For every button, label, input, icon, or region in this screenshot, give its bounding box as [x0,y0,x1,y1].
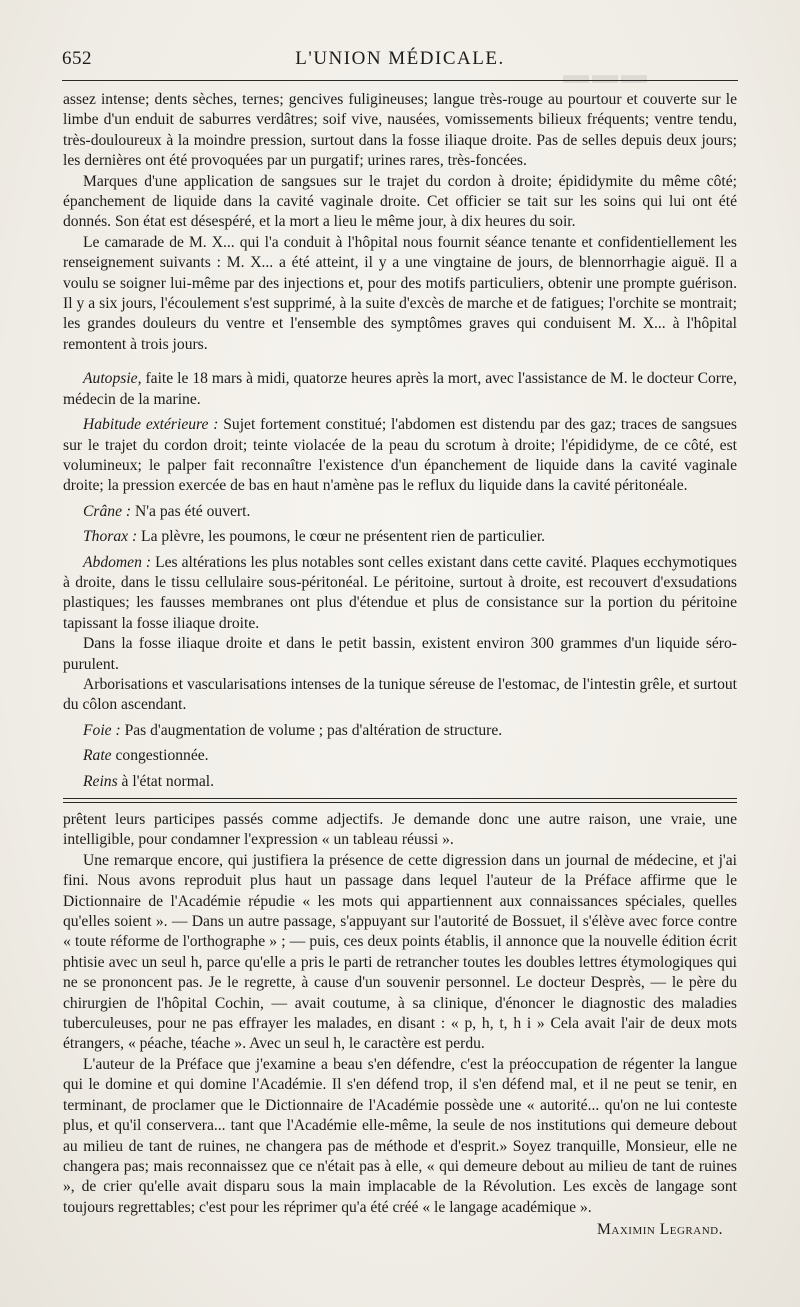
autopsy-lead: Crâne : [83,502,132,520]
autopsy-lead: Abdomen : [83,553,152,571]
case-paragraph: Marques d'une application de sangsues sur le trajet du cordon à droite; épididymite du même côté; épanchement de liquide dans la cavité vaginale droite. Cet officier se tait sur les soins qui lui ont été donnés. Son état est désespéré, et la mort a lieu le même jour, à dix heures du soir. [63,172,737,231]
case-paragraph: Le camarade de M. X... qui l'a conduit à l'hôpital nous fournit séance tenante et confidentiellement les renseignement suivants : M. X... a été atteint, il y a une vingtaine de jours, de blennorrhagie aiguë. Il a voulu se soigner lui-même par des injections et, pour des motifs particuliers, obtenir une prompte guérison. Il y a six jours, l'écoulement s'est supprimé, à la suite d'excès de marche et de fatigues; l'orchite se montrait; les grandes douleurs du ventre et l'ensemble des symptômes graves qui conduisent M. X... à l'hôpital remontent à trois jours. [63,233,737,353]
autopsy-paragraph [63,502,737,522]
autopsy-text: Arborisations et vascularisations intenses de la tunique séreuse de l'estomac, de l'intestin grêle, et surtout du côlon ascendant. [63,675,737,714]
autopsy-lead: Foie : [83,721,121,739]
autopsy-paragraph [63,746,737,766]
feuilleton-divider [63,798,737,803]
autopsy-lead: Autopsie, [83,370,142,388]
autopsy-text: congestionnée. [111,747,209,765]
autopsy-text: Pas d'augmentation de volume ; pas d'altération de structure. [120,721,503,739]
autopsy-text: à l'état normal. [117,772,214,790]
autopsy-text: Les altérations les plus notables sont celles existant dans cette cavité. Plaques ecchymotiques à droite, dans le tissu cellulaire sous-péritonéal. Le péritoine, surtout à droite, est recouvert d'exsudations plastiques; les fausses membranes ont plus d'étendue et plus de consistance sur la portion du péritoine tapissant la fosse iliaque droite. [63,553,737,632]
autopsy-paragraph [63,634,737,675]
autopsy-paragraph [63,527,737,547]
running-title: L'UNION MÉDICALE. [295,48,505,69]
autopsy-paragraph [63,369,737,410]
autopsy-paragraph [63,415,737,497]
autopsy-text: La plèvre, les poumons, le cœur ne présentent rien de particulier. [137,528,546,546]
header-rule [62,80,738,81]
autopsy-lead: Rate [83,747,112,765]
autopsy-text: Dans la fosse iliaque droite et dans le petit bassin, existent environ 300 grammes d'un liquide séro-purulent. [63,635,737,673]
feuilleton-paragraph: prêtent leurs participes passés comme adjectifs. Je demande donc une autre raison, une vraie, une intelligible, pour condamner l'expression « un tableau réussi ». [63,811,737,849]
page-number: 652 [62,48,92,69]
page-header [62,44,738,74]
autopsy-paragraph [63,721,737,741]
autopsy-text: Sujet fortement constitué; l'abdomen est distendu par des gaz; traces de sangsues sur le trajet du cordon droit; teinte violacée de la peau du scrotum à droite; l'épididyme, de ce côté, est volumineux; le palper fait reconnaître l'existence d'un épanchement de liquide dans la cavité vaginale droite; la pression exercée de bas en haut n'amène pas le reflux du liquide dans la cavité péritonéale. [63,416,737,495]
page-content [63,90,737,1241]
autopsy-paragraph [63,675,737,716]
feuilleton-paragraph: L'auteur de la Préface que j'examine a beau s'en défendre, c'est la préoccupation de régenter la langue qui le domine et qui domine l'Académie. Il s'en défend trop, il s'en défend mal, et il ne peut se tenir, en terminant, de proclamer que le Dictionnaire de l'Académie possède une « autorité... qu'on ne lui conteste plus, et qu'il conservera... tant que l'Académie elle-même, la seule de nos institutions qui demeure debout au milieu de tant de ruines, ne changera pas de méthode et d'esprit.» Soyez tranquille, Monsieur, elle ne changera pas; mais reconnaissez que ce n'était pas à elle, « qui demeure debout au milieu de tant de ruines », de crier qu'elle avait disparu sous la main implacable de la Révolution. Les excès de langage sont toujours regrettables; c'est pour les réprimer qu'a été créé « le langage académique ». [63,1055,737,1216]
show-through-decoration: ▬▬▬ [560,60,647,89]
autopsy-lead: Reins [83,772,118,790]
autopsy-lead: Thorax : [83,528,138,546]
autopsy-lead: Habitude extérieure : [83,416,219,434]
autopsy-text: N'a pas été ouvert. [131,502,251,520]
author-signature [63,1220,737,1240]
autopsy-paragraph [63,553,737,635]
feuilleton-paragraph: Une remarque encore, qui justifiera la présence de cette digression dans un journal de médecine, et j'ai fini. Nous avons reproduit plus haut un passage dans lequel l'auteur de la Préface affirme que le Dictionnaire de l'Académie répudie « les mots qui appartiennent aux connaissances spéciales, quelles qu'elles soient ». — Dans un autre passage, s'appuyant sur l'autorité de Bossuet, il s'élève avec force contre « toute réforme de l'orthographe » ; — puis, ces deux points établis, il annonce que la nouvelle édition écrit phtisie avec un seul h, parce qu'elle a pris le parti de retrancher toutes les doubles lettres étymologiques qui ne se prononcent pas. Je le regrette, à cause d'un souvenir personnel. Le docteur Desprès, — le père du chirurgien de l'hôpital Cochin, — avait coutume, à sa clinique, d'énoncer le diagnostic des maladies tuberculeuses, pour ne pas effrayer les malades, en disant : « p, h, t, h i » Cela avait l'air de deux mots étrangers, « péache, téache ». Avec un seul h, le caractère est perdu. [63,851,737,1053]
signature-name: Maximin Legrand. [597,1221,723,1239]
autopsy-paragraph [63,772,737,792]
autopsy-text: faite le 18 mars à midi, quatorze heures après la mort, avec l'assistance de M. le docteur Corre, médecin de la marine. [63,370,737,408]
case-paragraph: assez intense; dents sèches, ternes; gencives fuligineuses; langue très-rouge au pourtour et couverte sur le limbe d'un enduit de saburres verdâtres; soif vive, nausées, vomissements bilieux fréquents; ventre tendu, très-douloureux à la moindre pression, surtout dans la fosse iliaque droite. Pas de selles depuis deux jours; les dernières ont été provoquées par un purgatif; urines rares, très-foncées. [63,91,737,170]
